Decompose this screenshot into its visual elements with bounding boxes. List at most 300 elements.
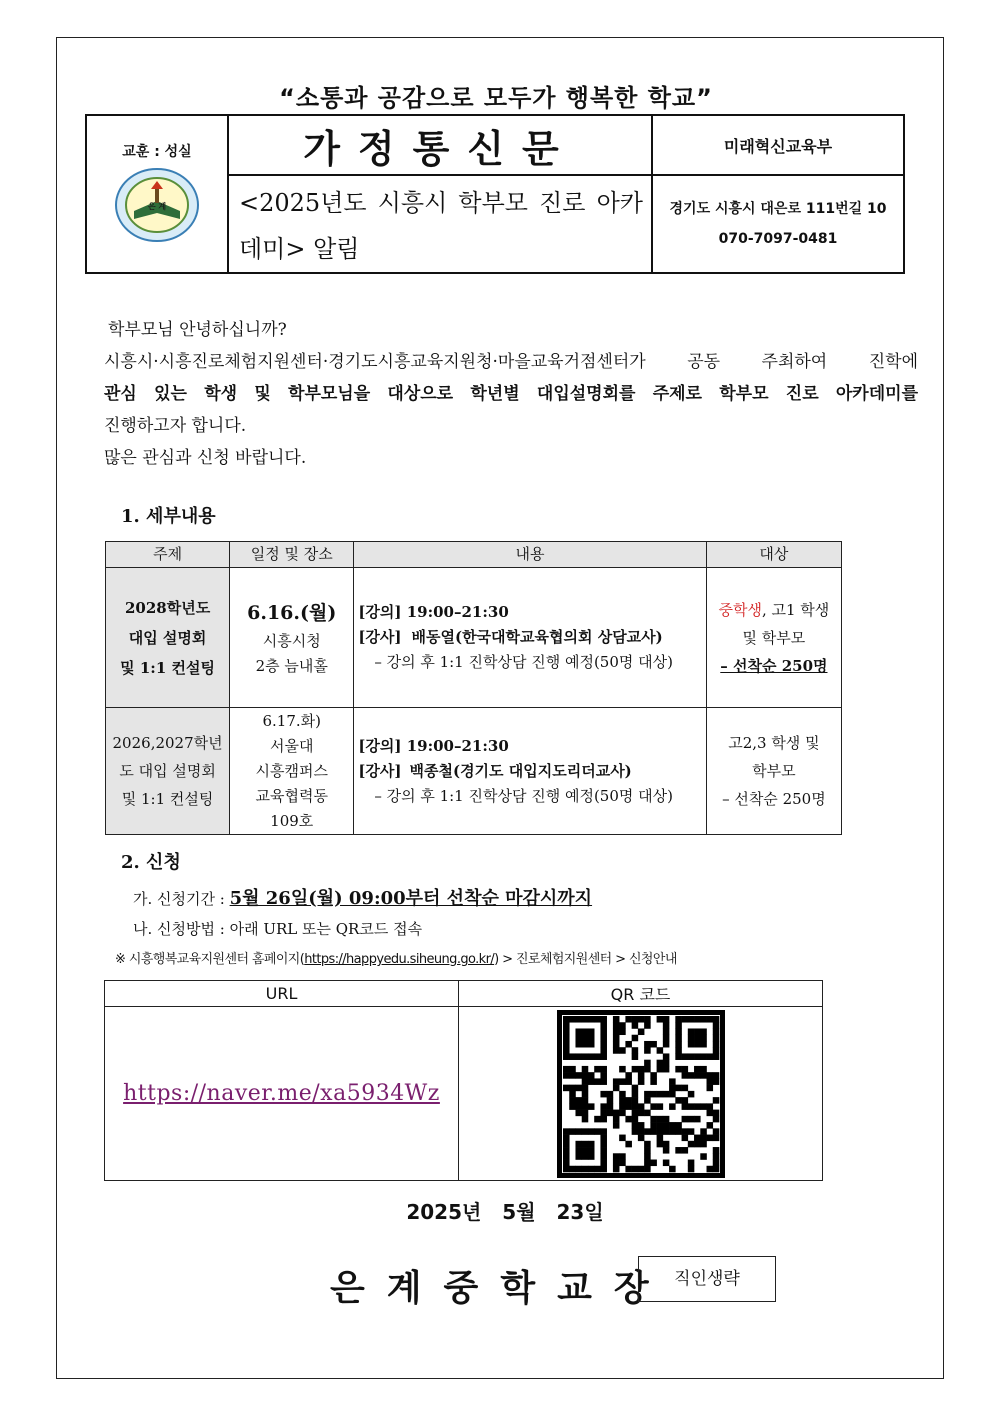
school-address: 경기도 시흥시 대은로 111번길 10	[669, 201, 887, 217]
qr-module	[563, 1022, 570, 1029]
qr-module	[675, 1034, 682, 1041]
qr-module	[563, 1028, 570, 1035]
qr-module	[600, 1109, 607, 1116]
qr-module	[594, 1078, 601, 1085]
qr-module	[594, 1016, 601, 1023]
content-cell: [강의] 19:00–21:30 [강사] 백종철(경기도 대입지도리더교사) – 강의 후 1:1 진학상담 진행 예정(50명 대상)	[354, 708, 706, 835]
qr-module	[656, 1059, 663, 1066]
qr-module	[600, 1022, 607, 1029]
qr-module	[619, 1097, 626, 1104]
qr-module	[662, 1065, 669, 1072]
qr-module	[581, 1115, 588, 1122]
qr-module	[600, 1065, 607, 1072]
qr-module	[600, 1103, 607, 1110]
qr-module	[712, 1165, 719, 1172]
qr-module	[606, 1109, 613, 1116]
qr-module	[594, 1053, 601, 1060]
qr-module	[662, 1122, 669, 1129]
table-header: 일정 및 장소	[230, 542, 354, 568]
qr-module	[575, 1028, 582, 1035]
qr-module	[694, 1140, 701, 1147]
qr-module	[675, 1047, 682, 1054]
qr-module	[625, 1040, 632, 1047]
qr-module	[587, 1128, 594, 1135]
qr-module	[587, 1053, 594, 1060]
qr-module	[712, 1097, 719, 1104]
qr-module	[631, 1090, 638, 1097]
qr-module	[712, 1072, 719, 1079]
qr-module	[687, 1072, 694, 1079]
contact-cell	[652, 175, 904, 273]
qr-module	[575, 1016, 582, 1023]
qr-module	[706, 1109, 713, 1116]
qr-module	[569, 1072, 576, 1079]
qr-module	[594, 1165, 601, 1172]
qr-module	[700, 1034, 707, 1041]
qr-module	[612, 1165, 619, 1172]
qr-module	[662, 1159, 669, 1166]
qr-module	[600, 1078, 607, 1085]
qr-module	[656, 1115, 663, 1122]
qr-module	[706, 1165, 713, 1172]
qr-module	[612, 1028, 619, 1035]
qr-module	[600, 1134, 607, 1141]
qr-module	[581, 1072, 588, 1079]
qr-module	[644, 1109, 651, 1116]
qr-module	[600, 1153, 607, 1160]
qr-module	[612, 1078, 619, 1085]
qr-module	[625, 1097, 632, 1104]
qr-module	[575, 1165, 582, 1172]
qr-module	[675, 1053, 682, 1060]
qr-module	[625, 1115, 632, 1122]
qr-module	[637, 1016, 644, 1023]
qr-module	[662, 1034, 669, 1041]
qr-module	[681, 1103, 688, 1110]
qr-module	[712, 1109, 719, 1116]
qr-module	[563, 1072, 570, 1079]
qr-module	[706, 1072, 713, 1079]
qr-module	[644, 1128, 651, 1135]
qr-module	[606, 1090, 613, 1097]
qr-module	[612, 1022, 619, 1029]
homepage-link[interactable]: https://happyedu.siheung.go.kr/	[304, 952, 495, 967]
qr-module	[712, 1047, 719, 1054]
department: 미래혁신교육부	[723, 136, 833, 156]
qr-module	[662, 1115, 669, 1122]
topic-cell: 2026,2027학년 도 대입 설명회 및 1:1 컨설팅	[106, 708, 230, 835]
qr-module	[575, 1109, 582, 1116]
qr-module	[631, 1122, 638, 1129]
qr-module	[687, 1053, 694, 1060]
qr-module	[563, 1128, 570, 1135]
qr-module	[612, 1115, 619, 1122]
qr-module	[637, 1109, 644, 1116]
qr-module	[594, 1065, 601, 1072]
qr-module	[706, 1084, 713, 1091]
qr-module	[612, 1122, 619, 1129]
qr-module	[612, 1084, 619, 1091]
qr-module	[581, 1034, 588, 1041]
qr-module	[706, 1103, 713, 1110]
qr-module	[700, 1053, 707, 1060]
qr-module	[700, 1072, 707, 1079]
qr-module	[644, 1165, 651, 1172]
qr-module	[644, 1022, 651, 1029]
qr-module	[687, 1115, 694, 1122]
qr-module	[569, 1016, 576, 1023]
qr-module	[600, 1053, 607, 1060]
apply-period-value: 5월 26일(월) 09:00부터 선착순 마감시까지	[229, 888, 593, 909]
intro-line: 진행하고자 합니다.	[104, 416, 247, 436]
schedule-cell: 6.17.화) 서울대 시흥캠퍼스 교육협력동 109호	[230, 708, 354, 835]
qr-module	[637, 1065, 644, 1072]
apply-url-link[interactable]: https://naver.me/xa5934Wz	[123, 1081, 440, 1106]
qr-module	[563, 1065, 570, 1072]
qr-module	[675, 1147, 682, 1154]
qr-module	[675, 1065, 682, 1072]
table-header: 내용	[354, 542, 706, 568]
qr-module	[656, 1140, 663, 1147]
qr-module	[575, 1147, 582, 1154]
qr-module	[563, 1016, 570, 1023]
intro-line: 관심 있는 학생 및 학부모님을 대상으로 학년별 대입설명회를 주제로 학부모 진로 아카데미를	[104, 384, 918, 404]
qr-module	[581, 1078, 588, 1085]
qr-module	[600, 1128, 607, 1135]
qr-module	[681, 1084, 688, 1091]
issue-date: 2025년 5월 23일	[406, 1200, 604, 1224]
qr-module	[600, 1047, 607, 1054]
qr-module	[681, 1053, 688, 1060]
qr-module	[619, 1065, 626, 1072]
qr-module	[631, 1165, 638, 1172]
qr-module	[631, 1034, 638, 1041]
title-cell	[228, 115, 652, 175]
qr-module	[700, 1065, 707, 1072]
qr-module	[587, 1034, 594, 1041]
qr-module	[581, 1097, 588, 1104]
qr-module	[669, 1122, 676, 1129]
qr-module	[612, 1040, 619, 1047]
qr-module	[563, 1134, 570, 1141]
qr-module	[625, 1072, 632, 1079]
qr-module	[631, 1115, 638, 1122]
qr-module	[681, 1065, 688, 1072]
intro-text	[104, 314, 918, 474]
qr-module	[644, 1140, 651, 1147]
qr-module	[600, 1090, 607, 1097]
qr-module	[581, 1016, 588, 1023]
qr-module	[650, 1090, 657, 1097]
qr-module	[712, 1128, 719, 1135]
qr-module	[662, 1022, 669, 1029]
qr-module	[619, 1134, 626, 1141]
qr-module	[637, 1134, 644, 1141]
qr-module	[700, 1028, 707, 1035]
qr-module	[587, 1147, 594, 1154]
qr-module	[656, 1090, 663, 1097]
svg-text:은 계: 은 계	[147, 202, 167, 211]
qr-module	[712, 1053, 719, 1060]
qr-module	[694, 1028, 701, 1035]
qr-module	[675, 1097, 682, 1104]
qr-module	[600, 1072, 607, 1079]
qr-module	[644, 1059, 651, 1066]
qr-module	[587, 1153, 594, 1160]
qr-module	[587, 1028, 594, 1035]
qr-module	[669, 1128, 676, 1135]
qr-module	[625, 1103, 632, 1110]
qr-module	[581, 1147, 588, 1154]
qr-module	[650, 1122, 657, 1129]
newsletter-title: 가정통신문	[303, 126, 577, 171]
qr-module	[712, 1040, 719, 1047]
qr-module	[612, 1047, 619, 1054]
qr-module	[600, 1034, 607, 1041]
qr-module	[712, 1115, 719, 1122]
qr-module	[662, 1140, 669, 1147]
qr-module	[631, 1065, 638, 1072]
event-date: 6.17.화)	[262, 711, 321, 730]
table-row	[106, 708, 842, 835]
qr-module	[681, 1016, 688, 1023]
qr-module	[581, 1109, 588, 1116]
qr-module	[563, 1159, 570, 1166]
qr-module	[712, 1022, 719, 1029]
qr-module	[587, 1016, 594, 1023]
qr-module	[712, 1147, 719, 1154]
url-cell	[105, 1007, 459, 1181]
school-phone: 070-7097-0481	[718, 231, 838, 247]
newsletter-subtitle: <2025년도 시흥시 학부모 진로 아카데미> 알림	[239, 189, 643, 263]
qr-module	[675, 1040, 682, 1047]
qr-module	[662, 1040, 669, 1047]
qr-module	[631, 1097, 638, 1104]
qr-module	[612, 1153, 619, 1160]
target-cell: 고2,3 학생 및 학부모 – 선착순 250명	[706, 708, 841, 835]
table-header: 주제	[106, 542, 230, 568]
qr-module	[644, 1159, 651, 1166]
qr-module	[706, 1122, 713, 1129]
qr-module	[637, 1122, 644, 1129]
qr-module	[637, 1072, 644, 1079]
motto-cell	[86, 115, 228, 273]
qr-module	[650, 1159, 657, 1166]
qr-module	[694, 1072, 701, 1079]
qr-module	[619, 1047, 626, 1054]
qr-module	[662, 1059, 669, 1066]
qr-module	[669, 1078, 676, 1085]
qr-module	[563, 1034, 570, 1041]
qr-module	[687, 1034, 694, 1041]
qr-module	[675, 1084, 682, 1091]
intro-line: 많은 관심과 신청 바랍니다.	[104, 448, 307, 468]
qr-module	[563, 1047, 570, 1054]
qr-module	[600, 1016, 607, 1023]
qr-module	[569, 1090, 576, 1097]
qr-module	[700, 1140, 707, 1147]
qr-module	[563, 1084, 570, 1091]
qr-module	[687, 1159, 694, 1166]
qr-module	[631, 1128, 638, 1135]
content-cell: [강의] 19:00–21:30 [강사] 배동열(한국대학교육협의회 상담교사) – 강의 후 1:1 진학상담 진행 예정(50명 대상)	[354, 568, 706, 708]
qr-module	[581, 1103, 588, 1110]
school-slogan: “소통과 공감으로 모두가 행복한 학교”	[279, 84, 713, 112]
apply-note: ※ 시흥행복교육지원센터 홈페이지(https://happyedu.siheung.go.kr/) > 진로체험지원센터 > 신청안내	[115, 952, 677, 967]
qr-module	[662, 1147, 669, 1154]
school-motto: 교훈 : 성실	[122, 144, 192, 160]
qr-module	[594, 1128, 601, 1135]
qr-module	[675, 1022, 682, 1029]
qr-module	[681, 1134, 688, 1141]
qr-module	[700, 1153, 707, 1160]
qr-module	[694, 1016, 701, 1023]
qr-module	[694, 1065, 701, 1072]
qr-module	[619, 1159, 626, 1166]
qr-module	[712, 1134, 719, 1141]
schedule-cell: 6.16.(월) 시흥시청 2층 늠내홀	[230, 568, 354, 708]
qr-module	[619, 1109, 626, 1116]
qr-module	[612, 1159, 619, 1166]
qr-module	[587, 1040, 594, 1047]
qr-module	[694, 1103, 701, 1110]
topic-cell: 2028학년도 대입 설명회 및 1:1 컨설팅	[106, 568, 230, 708]
qr-module	[606, 1097, 613, 1104]
newsletter-header	[85, 114, 905, 274]
qr-module	[687, 1165, 694, 1172]
qr-module	[575, 1103, 582, 1110]
qr-module	[600, 1040, 607, 1047]
qr-module	[656, 1016, 663, 1023]
qr-module	[587, 1072, 594, 1079]
qr-module	[600, 1165, 607, 1172]
qr-module	[694, 1115, 701, 1122]
qr-module	[694, 1040, 701, 1047]
qr-module	[612, 1034, 619, 1041]
qr-module	[587, 1165, 594, 1172]
seal-omitted-box: 직인생략	[638, 1256, 776, 1302]
qr-module	[681, 1072, 688, 1079]
qr-module	[581, 1153, 588, 1160]
qr-module	[569, 1084, 576, 1091]
qr-module	[700, 1040, 707, 1047]
qr-module	[637, 1028, 644, 1035]
qr-module	[569, 1053, 576, 1060]
qr-module	[700, 1134, 707, 1141]
qr-module	[600, 1115, 607, 1122]
target-cell: 중학생, 고1 학생 및 학부모 – 선착순 250명	[706, 568, 841, 708]
section-title: 2. 신청	[121, 852, 181, 873]
qr-module	[694, 1034, 701, 1041]
greeting: 학부모님 안녕하십니까?	[108, 320, 287, 340]
qr-module	[675, 1016, 682, 1023]
qr-module	[662, 1028, 669, 1035]
qr-module	[650, 1103, 657, 1110]
qr-module	[569, 1097, 576, 1104]
qr-module	[569, 1065, 576, 1072]
qr-module	[687, 1090, 694, 1097]
qr-module	[575, 1128, 582, 1135]
qr-module	[669, 1090, 676, 1097]
qr-module	[581, 1053, 588, 1060]
qr-module	[563, 1165, 570, 1172]
qr-module	[569, 1165, 576, 1172]
qr-module	[637, 1103, 644, 1110]
qr-module	[631, 1022, 638, 1029]
qr-module	[619, 1103, 626, 1110]
qr-module	[656, 1047, 663, 1054]
qr-module	[662, 1128, 669, 1135]
qr-module	[644, 1047, 651, 1054]
qr-module	[575, 1084, 582, 1091]
qr-module	[712, 1153, 719, 1160]
qr-module	[569, 1103, 576, 1110]
qr-module	[706, 1078, 713, 1085]
qr-module	[712, 1159, 719, 1166]
qr-module	[569, 1128, 576, 1135]
school-logo-icon	[114, 167, 200, 243]
intro-line: 시흥시·시흥진로체험지원센터·경기도시흥교육지원청·마을교육거점센터가 공동 주최하여 진학에	[104, 352, 918, 372]
qr-module	[700, 1128, 707, 1135]
qr-code-icon[interactable]	[557, 1010, 725, 1178]
qr-module	[662, 1053, 669, 1060]
qr-module	[612, 1016, 619, 1023]
qr-module	[681, 1115, 688, 1122]
qr-module	[662, 1016, 669, 1023]
qr-module	[600, 1028, 607, 1035]
qr-module	[619, 1028, 626, 1035]
table-header: 대상	[706, 542, 841, 568]
qr-module	[681, 1097, 688, 1104]
qr-module	[662, 1090, 669, 1097]
principal-signature: 은계중학교장	[330, 1268, 671, 1309]
qr-module	[619, 1022, 626, 1029]
qr-module	[581, 1065, 588, 1072]
qr-module	[631, 1084, 638, 1091]
qr-module	[644, 1065, 651, 1072]
qr-module	[700, 1016, 707, 1023]
qr-module	[656, 1065, 663, 1072]
qr-module	[575, 1034, 582, 1041]
qr-module	[687, 1016, 694, 1023]
qr-header: QR 코드	[459, 981, 823, 1007]
qr-module	[581, 1040, 588, 1047]
qr-module	[625, 1078, 632, 1085]
qr-module	[687, 1103, 694, 1110]
qr-module	[644, 1016, 651, 1023]
qr-module	[644, 1153, 651, 1160]
qr-module	[587, 1078, 594, 1085]
qr-module	[587, 1103, 594, 1110]
qr-module	[581, 1140, 588, 1147]
qr-cell	[459, 1007, 823, 1181]
qr-module	[575, 1053, 582, 1060]
apply-method: 나. 신청방법 : 아래 URL 또는 QR코드 접속	[133, 920, 423, 938]
qr-module	[644, 1097, 651, 1104]
qr-module	[575, 1072, 582, 1079]
qr-module	[563, 1140, 570, 1147]
event-date: 6.16.(월)	[247, 601, 337, 624]
section-title: 1. 세부내용	[121, 506, 216, 527]
qr-module	[700, 1103, 707, 1110]
qr-module	[594, 1115, 601, 1122]
url-table	[104, 980, 823, 1181]
qr-module	[581, 1028, 588, 1035]
qr-module	[669, 1084, 676, 1091]
qr-module	[581, 1165, 588, 1172]
qr-module	[581, 1090, 588, 1097]
qr-module	[644, 1090, 651, 1097]
